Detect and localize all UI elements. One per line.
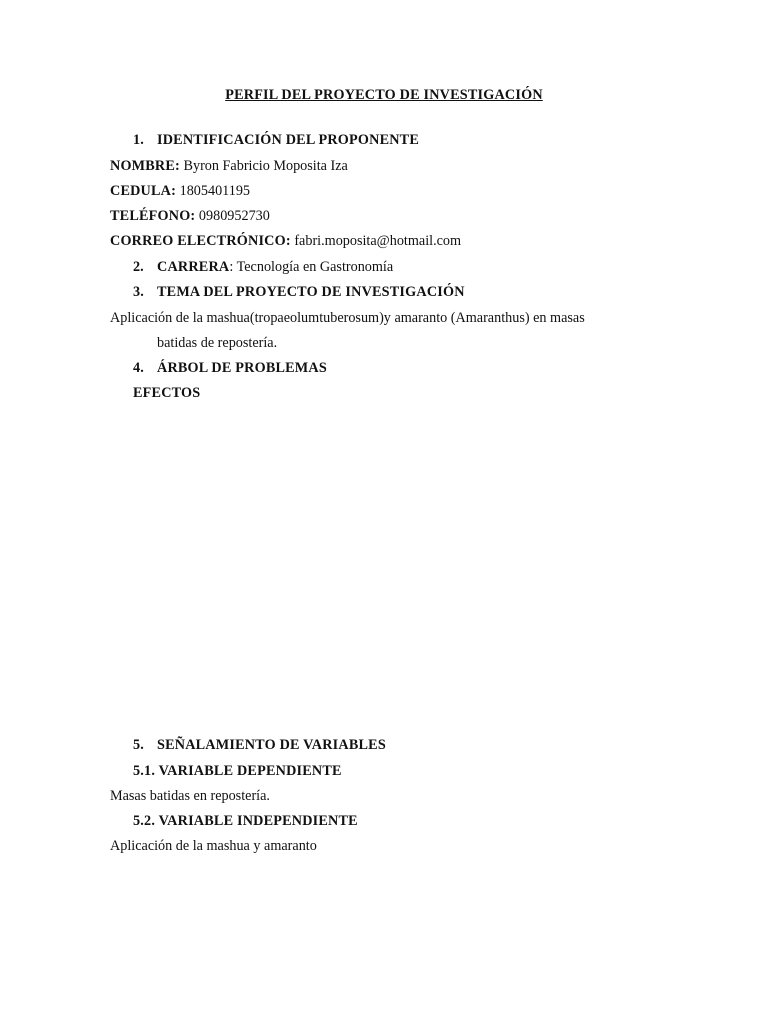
section-4-title: ÁRBOL DE PROBLEMAS [157, 360, 327, 376]
cedula-label: CEDULA: [110, 183, 177, 199]
section-2-title: CARRERA [157, 259, 230, 275]
section-3-text-line-1: Aplicación de la mashua(tropaeolumtuberosum)y amaranto (Amaranthus) en masas [110, 310, 585, 326]
section-5-2-heading: 5.2. VARIABLE INDEPENDIENTE [133, 813, 358, 829]
correo-label: CORREO ELECTRÓNICO: [110, 233, 291, 249]
section-1-heading [133, 131, 419, 149]
telefono-value: 0980952730 [198, 208, 270, 224]
page-title: PERFIL DEL PROYECTO DE INVESTIGACIÓN [225, 87, 543, 103]
section-5-heading [133, 736, 386, 754]
field-telefono [110, 207, 270, 225]
nombre-value: Byron Fabricio Moposita Iza [183, 158, 348, 174]
correo-value: fabri.moposita@hotmail.com [294, 233, 462, 249]
field-nombre [110, 157, 348, 175]
section-5-1-heading: 5.1. VARIABLE DEPENDIENTE [133, 763, 342, 779]
section-5-2-text: Aplicación de la mashua y amaranto [110, 838, 317, 854]
section-2-number: 2. [133, 259, 144, 275]
section-5-number: 5. [133, 737, 145, 753]
section-4-subheading: EFECTOS [133, 385, 201, 401]
section-3-heading [133, 283, 465, 301]
section-1-title: IDENTIFICACIÓN DEL PROPONENTE [157, 132, 419, 148]
cedula-value: 1805401195 [179, 183, 251, 199]
section-3-number: 3. [133, 284, 145, 300]
telefono-label: TELÉFONO: [110, 208, 196, 224]
section-2-value: : Tecnología en Gastronomía [229, 259, 394, 275]
field-correo [110, 232, 461, 250]
section-3-title: TEMA DEL PROYECTO DE INVESTIGACIÓN [157, 284, 465, 300]
section-5-1-text: Masas batidas en repostería. [110, 788, 270, 804]
section-2-heading [133, 258, 393, 276]
section-5-title: SEÑALAMIENTO DE VARIABLES [157, 737, 386, 753]
nombre-label: NOMBRE: [110, 158, 180, 174]
section-4-number: 4. [133, 360, 145, 376]
section-4-heading [133, 359, 327, 377]
field-cedula [110, 182, 250, 200]
section-1-number: 1. [133, 132, 145, 148]
section-3-text-line-2: batidas de repostería. [157, 335, 278, 351]
